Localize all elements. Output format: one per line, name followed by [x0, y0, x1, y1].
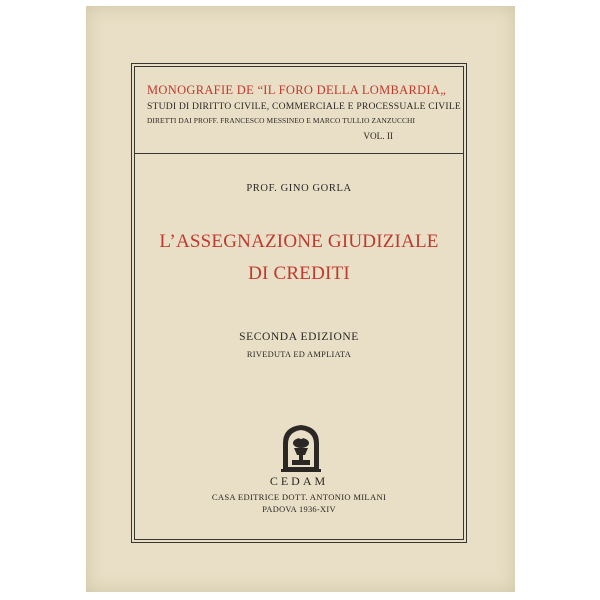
book-title-line-1: L’ASSEGNAZIONE GIUDIZIALE	[159, 231, 439, 252]
cover-frame	[134, 66, 464, 540]
publisher-house: CASA EDITRICE DOTT. ANTONIO MILANI	[211, 492, 387, 502]
book-title-line-2: DI CREDITI	[248, 263, 350, 284]
cedam-emblem-icon	[279, 421, 323, 473]
book-cover	[86, 6, 515, 592]
edition-label: SECONDA EDIZIONE	[239, 331, 359, 343]
publication-place-year: PADOVA 1936-XIV	[262, 505, 336, 514]
volume-number: VOL. II	[363, 131, 393, 141]
author-name: PROF. GINO GORLA	[246, 183, 352, 194]
header-divider	[135, 153, 463, 154]
series-subtitle: STUDI DI DIRITTO CIVILE, COMMERCIALE E PROCESSUALE CIVILE	[147, 101, 461, 112]
publisher-name: CEDAM	[269, 474, 329, 488]
series-title: MONOGRAFIE DE “IL FORO DELLA LOMBARDIA„	[147, 83, 447, 97]
edition-note: RIVEDUTA ED AMPLIATA	[246, 350, 352, 359]
series-header	[135, 67, 463, 153]
series-editors: DIRETTI DAI PROFF. FRANCESCO MESSINEO E MARCO TULLIO ZANZUCCHI	[147, 116, 416, 125]
